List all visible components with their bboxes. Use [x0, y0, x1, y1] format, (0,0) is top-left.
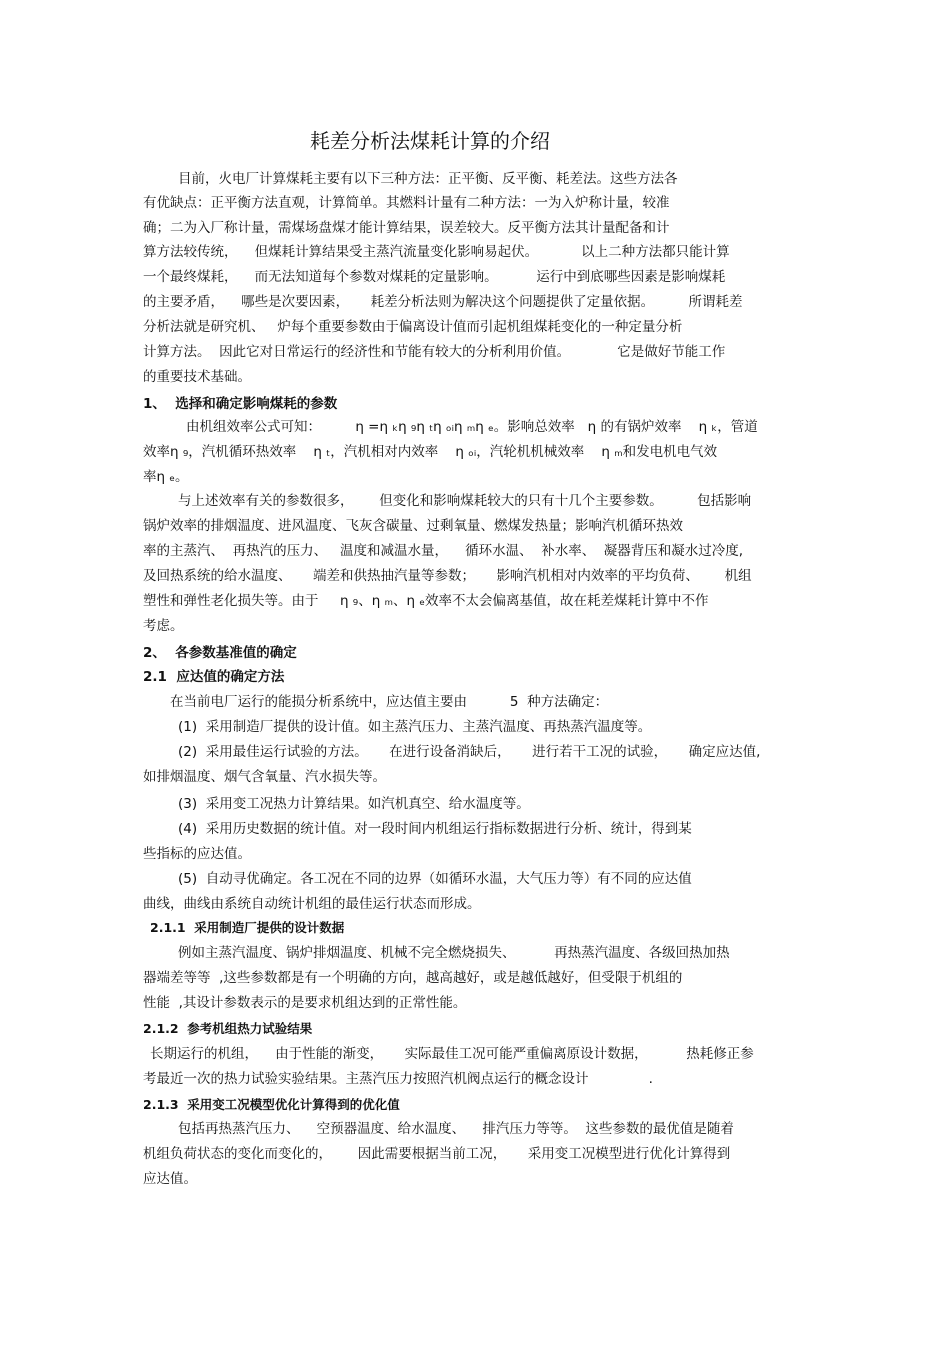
paragraph-line: 率的主蒸汽、 再热汽的压力、 温度和减温水量， 循环水温、 补水率、 凝器背压和凝水过冷度, [143, 543, 744, 559]
section-heading: 1、 选择和确定影响煤耗的参数 [143, 396, 338, 412]
paragraph-line: 计算方法。 因此它对日常运行的经济性和节能有较大的分析利用价值。 它是做好节能工作 [143, 344, 726, 360]
paragraph-line: 曲线，曲线由系统自动统计机组的最佳运行状态而形成。 [143, 896, 481, 912]
list-item: (2) 采用最佳运行试验的方法。 在进行设备消缺后， 进行若干工况的试验， 确定应达值, [178, 744, 761, 760]
paragraph-line: 性能 ,其设计参数表示的是要求机组达到的正常性能。 [143, 995, 467, 1011]
subsection-heading: 2.1 应达值的确定方法 [143, 669, 285, 685]
paragraph-line: 器端差等等 ,这些参数都是有一个明确的方向，越高越好，或是越低越好，但受限于机组的 [143, 970, 683, 986]
section-heading: 2、 各参数基准值的确定 [143, 645, 297, 661]
paragraph-line: 塑性和弹性老化损失等。由于 η ₉、η ₘ、η ₑ效率不太会偏离基值，故在耗差煤耗计算中不作 [143, 593, 709, 609]
paragraph-line: 考最近一次的热力试验实验结果。主蒸汽压力按照汽机阀点运行的概念设计 . [143, 1071, 653, 1087]
paragraph-line: 如排烟温度、烟气含氧量、汽水损失等。 [143, 769, 386, 785]
paragraph-line: 算方法较传统， 但煤耗计算结果受主蒸汽流量变化影响易起伏。 以上二种方法都只能计算 [143, 244, 730, 260]
paragraph-line: 在当前电厂运行的能损分析系统中，应达值主要由 5 种方法确定： [170, 694, 609, 710]
paragraph-line: 例如主蒸汽温度、锅炉排烟温度、机械不完全燃烧损失、 再热蒸汽温度、各级回热加热 [178, 945, 730, 961]
paragraph-line: 一个最终煤耗， 而无法知道每个参数对煤耗的定量影响。 运行中到底哪些因素是影响煤耗 [143, 269, 726, 285]
subsection-heading: 2.1.3 采用变工况模型优化计算得到的优化值 [143, 1097, 400, 1112]
paragraph-line: 有优缺点：正平衡方法直观，计算简单。其燃料计量有二种方法：一为入炉称计量，较准 [143, 195, 670, 211]
paragraph-line: 率η ₑ。 [143, 469, 189, 485]
paragraph-line: 与上述效率有关的参数很多， 但变化和影响煤耗较大的只有十几个主要参数。 包括影响 [178, 493, 752, 509]
paragraph-line: 分析法就是研究机、 炉每个重要参数由于偏离设计值而引起机组煤耗变化的一种定量分析 [143, 319, 683, 335]
paragraph-line: 效率η ₉，汽机循环热效率 η ₜ，汽机相对内效率 η ₒᵢ，汽轮机机械效率 η ₘ和发电机电气效 [143, 444, 718, 460]
paragraph-line: 长期运行的机组， 由于性能的渐变， 实际最佳工况可能严重偏离原设计数据， 热耗修正参 [150, 1046, 754, 1062]
list-item: (1) 采用制造厂提供的设计值。如主蒸汽压力、主蒸汽温度、再热蒸汽温度等。 [178, 719, 652, 735]
paragraph-line: 及回热系统的给水温度、 端差和供热抽汽量等参数； 影响汽机相对内效率的平均负荷、 机组 [143, 568, 752, 584]
list-item: (5) 自动寻优确定。各工况在不同的边界（如循环水温，大气压力等）有不同的应达值 [178, 871, 692, 887]
paragraph-line: 机组负荷状态的变化而变化的， 因此需要根据当前工况， 采用变工况模型进行优化计算得到 [143, 1146, 731, 1162]
paragraph-line: 的主要矛盾， 哪些是次要因素， 耗差分析法则为解决这个问题提供了定量依据。 所谓耗差 [143, 294, 743, 310]
paragraph-line: 锅炉效率的排烟温度、进风温度、飞灰含碳量、过剩氧量、燃煤发热量；影响汽机循环热效 [143, 518, 683, 534]
list-item: (3) 采用变工况热力计算结果。如汽机真空、给水温度等。 [178, 796, 530, 812]
paragraph-line: 包括再热蒸汽压力、 空预器温度、给水温度、 排汽压力等等。 这些参数的最优值是随着 [178, 1121, 734, 1137]
paragraph-line: 确；二为入厂称计量，需煤场盘煤才能计算结果，误差较大。反平衡方法其计量配备和计 [143, 220, 670, 236]
paragraph-line: 的重要技术基础。 [143, 369, 251, 385]
paragraph-line: 应达值。 [143, 1171, 197, 1187]
list-item: (4) 采用历史数据的统计值。对一段时间内机组运行指标数据进行分析、统计，得到某 [178, 821, 692, 837]
subsection-heading: 2.1.1 采用制造厂提供的设计数据 [150, 920, 345, 935]
paragraph-line: 目前，火电厂计算煤耗主要有以下三种方法：正平衡、反平衡、耗差法。这些方法各 [178, 171, 678, 187]
paragraph-line: 由机组效率公式可知： η =η ₖη ₉η ₜη ₒᵢη ₘη ₑ。影响总效率 η 的有锅炉效率 η ₖ，管道 [186, 419, 758, 435]
document-title: 耗差分析法煤耗计算的介绍 [310, 129, 550, 153]
paragraph-line: 考虑。 [143, 618, 184, 634]
paragraph-line: 些指标的应达值。 [143, 846, 251, 862]
subsection-heading: 2.1.2 参考机组热力试验结果 [143, 1021, 313, 1036]
